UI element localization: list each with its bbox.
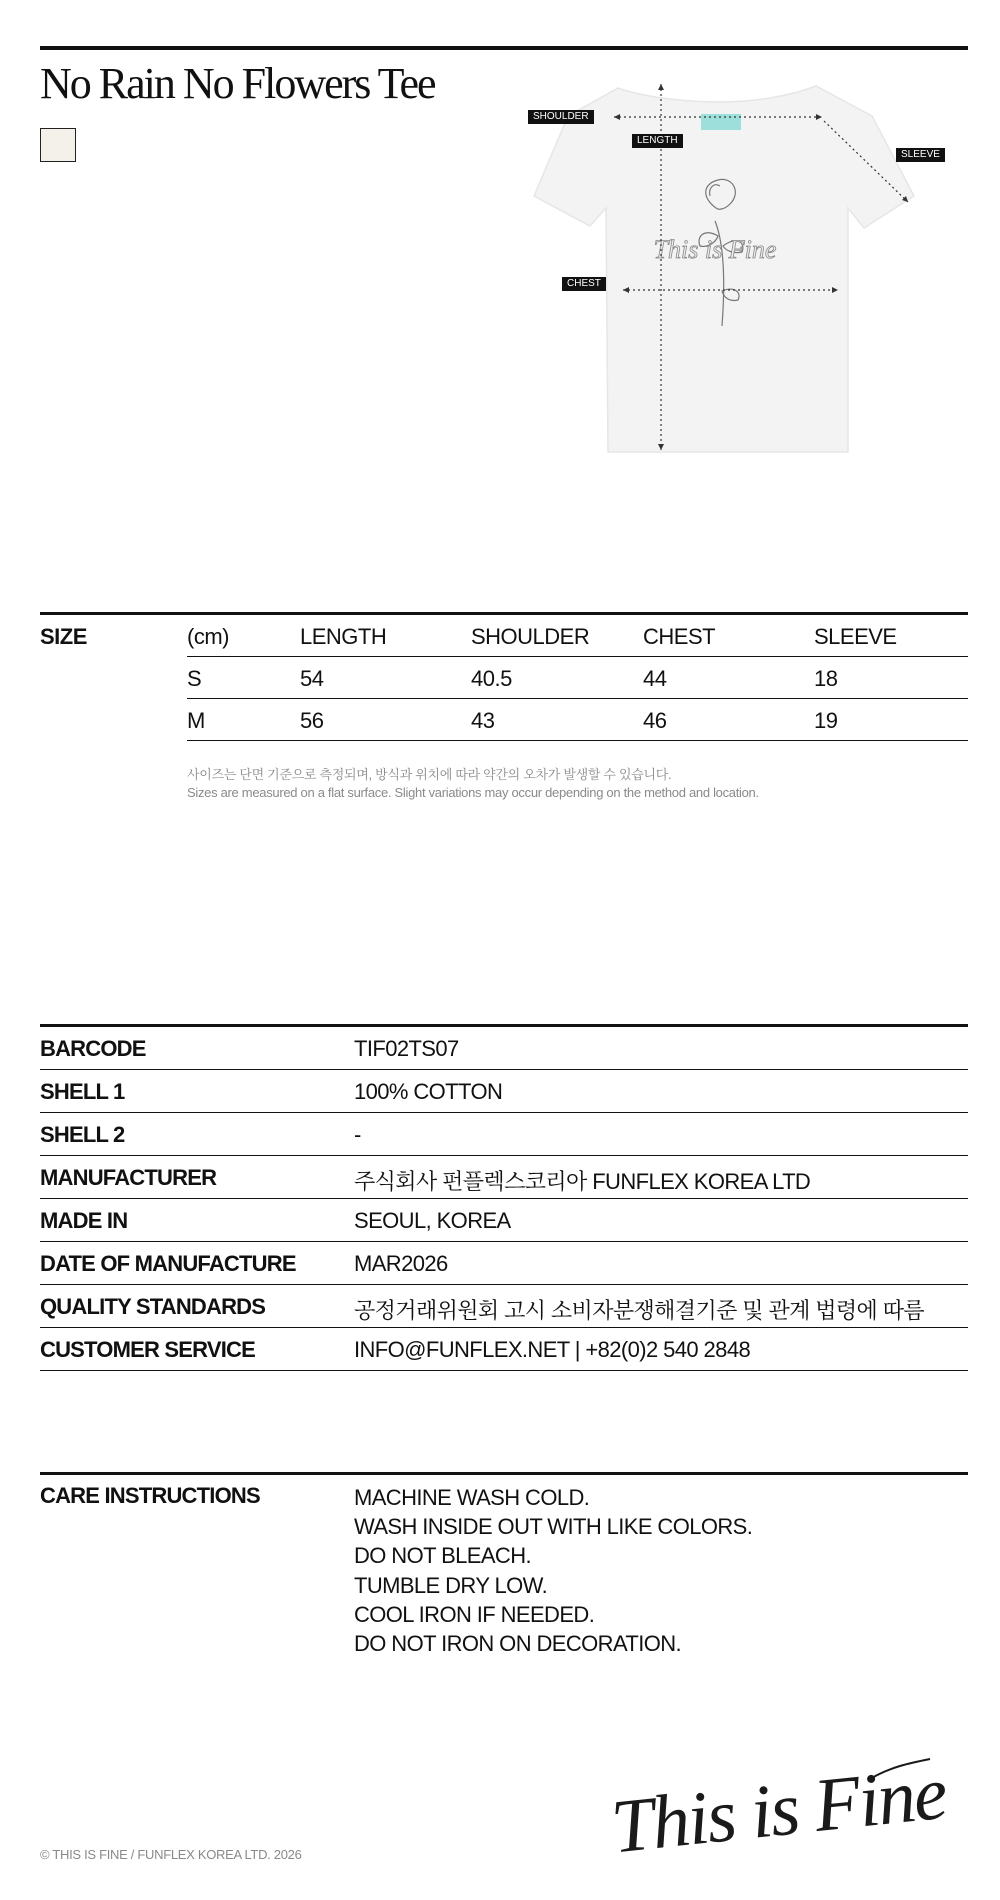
info-value: 공정거래위원회 고시 소비자분쟁해결기준 및 관계 법령에 따름 [354, 1298, 925, 1323]
size-name: S [187, 666, 202, 691]
header-chest: CHEST [643, 624, 716, 649]
size-table [187, 615, 968, 741]
tshirt-illustration [520, 76, 980, 456]
info-label: BARCODE [40, 1036, 146, 1061]
size-shoulder: 40.5 [471, 666, 512, 691]
info-row-quality [40, 1285, 968, 1328]
info-value: SEOUL, KOREA [354, 1208, 511, 1233]
size-length: 54 [300, 666, 324, 691]
info-label: CUSTOMER SERVICE [40, 1337, 255, 1362]
size-row-s [187, 657, 968, 699]
shoulder-label: SHOULDER [528, 110, 594, 124]
logo-script: This is Fine [607, 1755, 950, 1870]
top-rule [40, 46, 968, 50]
copyright: © THIS IS FINE / FUNFLEX KOREA LTD. 2026 [40, 1847, 302, 1862]
size-length: 56 [300, 708, 324, 733]
care-item: WASH INSIDE OUT WITH LIKE COLORS. [354, 1514, 753, 1540]
info-label: SHELL 2 [40, 1122, 125, 1147]
brand-logo [590, 1755, 970, 1875]
product-info-table [40, 1024, 968, 1371]
info-label: MANUFACTURER [40, 1165, 217, 1190]
color-swatch[interactable] [40, 128, 76, 162]
sleeve-label: SLEEVE [896, 148, 945, 162]
info-label: QUALITY STANDARDS [40, 1294, 266, 1319]
info-row-customer-service [40, 1328, 968, 1371]
care-item: COOL IRON IF NEEDED. [354, 1601, 595, 1627]
info-value[interactable]: INFO@FUNFLEX.NET | +82(0)2 540 2848 [354, 1337, 751, 1362]
info-value: - [354, 1122, 361, 1147]
header-unit: (cm) [187, 624, 229, 649]
size-header-row [187, 615, 968, 657]
length-label: LENGTH [632, 134, 683, 148]
header-length: LENGTH [300, 624, 387, 649]
care-section-label: CARE INSTRUCTIONS [40, 1483, 260, 1508]
measurement-diagram [520, 76, 980, 456]
info-value: MAR2026 [354, 1251, 448, 1276]
size-section-label: SIZE [40, 624, 87, 649]
info-label: SHELL 1 [40, 1079, 125, 1104]
info-row-date [40, 1242, 968, 1285]
size-shoulder: 43 [471, 708, 495, 733]
info-value: 주식회사 펀플렉스코리아 FUNFLEX KOREA LTD [354, 1169, 811, 1194]
print-text: This is Fine [653, 235, 777, 264]
size-sleeve: 19 [814, 708, 838, 733]
info-row-made-in [40, 1199, 968, 1242]
info-label: DATE OF MANUFACTURE [40, 1251, 296, 1276]
info-row-manufacturer [40, 1156, 968, 1199]
size-row-m [187, 699, 968, 741]
care-list [354, 1483, 752, 1658]
info-value: 100% COTTON [354, 1079, 503, 1104]
care-rule [40, 1472, 968, 1475]
header-sleeve: SLEEVE [814, 624, 897, 649]
info-value: TIF02TS07 [354, 1036, 459, 1061]
header-shoulder: SHOULDER [471, 624, 590, 649]
size-chest: 46 [643, 708, 667, 733]
size-chest: 44 [643, 666, 667, 691]
measurement-note [187, 766, 759, 802]
info-row-shell1 [40, 1070, 968, 1113]
care-item: DO NOT IRON ON DECORATION. [354, 1631, 682, 1657]
care-item: MACHINE WASH COLD. [354, 1485, 590, 1510]
info-row-shell2 [40, 1113, 968, 1156]
size-name: M [187, 708, 205, 733]
info-label: MADE IN [40, 1208, 128, 1233]
chest-label: CHEST [562, 277, 606, 291]
care-item: DO NOT BLEACH. [354, 1543, 532, 1569]
note-english: Sizes are measured on a flat surface. Slight variations may occur depending on the method and location. [187, 785, 759, 800]
info-row-barcode [40, 1027, 968, 1070]
note-korean: 사이즈는 단면 기준으로 측정되며, 방식과 위치에 따라 약간의 오차가 발생할 수 있습니다. [187, 767, 672, 782]
product-title: No Rain No Flowers Tee [40, 59, 435, 108]
care-item: TUMBLE DRY LOW. [354, 1572, 548, 1598]
size-sleeve: 18 [814, 666, 838, 691]
